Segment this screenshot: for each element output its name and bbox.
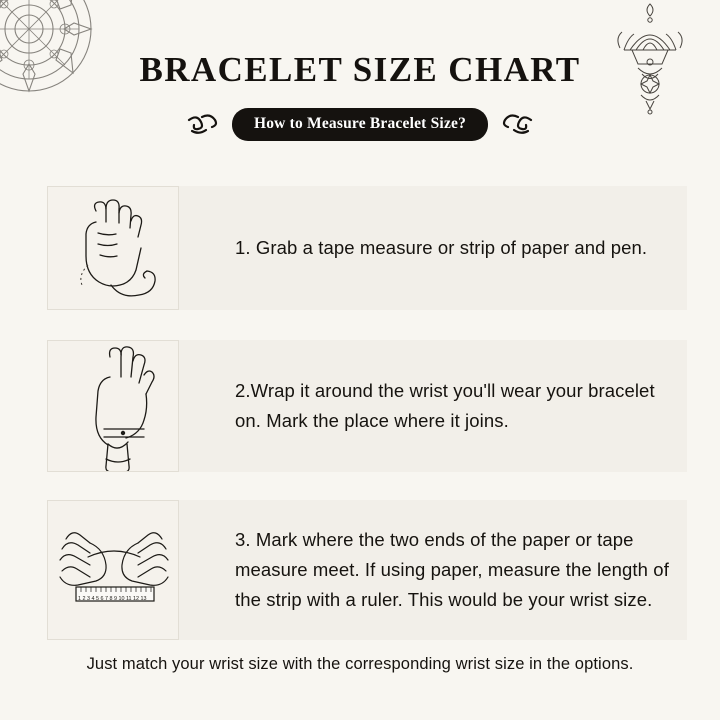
hands-measuring-strip-with-ruler-icon — [47, 500, 179, 640]
hand-with-wrapped-tape-icon — [47, 340, 179, 472]
footer-note: Just match your wrist size with the corresponding wrist size in the options. — [86, 655, 634, 673]
subtitle-pill: How to Measure Bracelet Size? — [232, 108, 488, 141]
step-2-text: 2.Wrap it around the wrist you'll wear your bracelet on. Mark the place where it joins. — [235, 380, 655, 431]
step-row — [47, 500, 687, 640]
step-1-text: 1. Grab a tape measure or strip of paper and pen. — [235, 237, 648, 259]
fist-hand-with-tape-icon — [47, 186, 179, 310]
flourish-icon — [500, 112, 534, 138]
subtitle-row — [0, 108, 720, 141]
step-row — [47, 340, 687, 472]
flourish-icon — [186, 112, 220, 138]
step-row — [47, 186, 687, 310]
svg-text:1 2 3 4 5 6 7 8 9 10 11 12 13: 1 2 3 4 5 6 7 8 9 10 11 12 13 — [78, 596, 147, 602]
page-title: BRACELET SIZE CHART — [139, 50, 581, 89]
step-3-text: 3. Mark where the two ends of the paper or tape measure meet. If using paper, measure the length of the strip with a ruler. This would be your wrist size. — [235, 529, 669, 610]
